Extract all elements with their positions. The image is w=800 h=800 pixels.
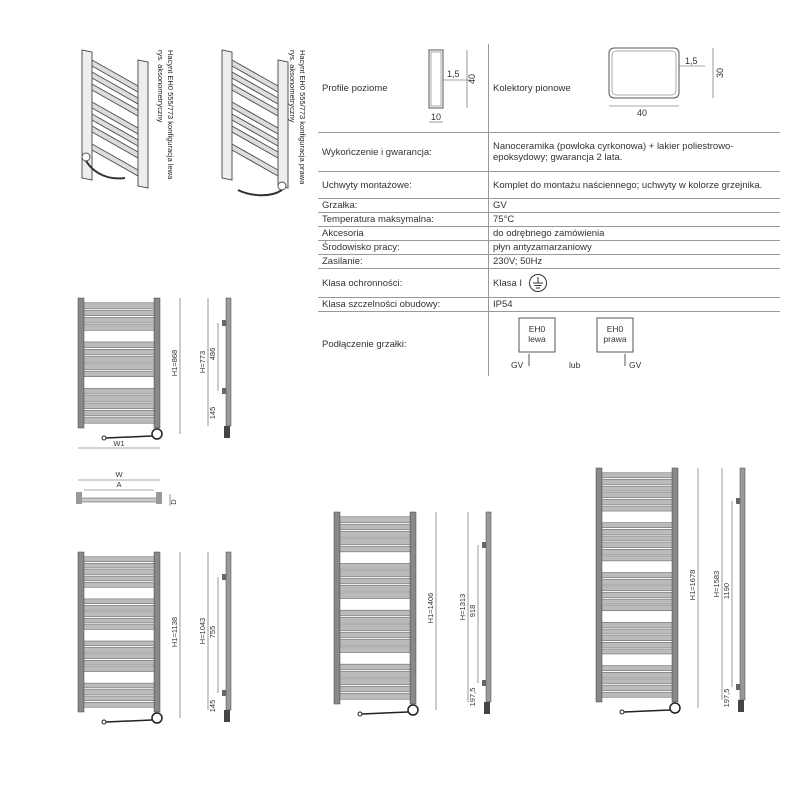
- protection-label: Klasa ochronności:: [322, 277, 403, 289]
- horizontal-bar: [340, 610, 410, 616]
- spec-label: Zasilanie:: [322, 256, 363, 267]
- heater-knob: [152, 713, 162, 723]
- horizontal-bar: [84, 342, 154, 348]
- h-dim-label: H=773: [198, 350, 207, 374]
- horizontal-bar: [602, 499, 672, 504]
- sealing-label: Klasa szczelności obudowy:: [322, 299, 441, 310]
- right-collector: [672, 468, 678, 702]
- horizontal-bar: [602, 629, 672, 634]
- vertical-height: 30: [715, 67, 725, 78]
- horizontal-bar: [340, 671, 410, 677]
- right-collector: [154, 552, 160, 712]
- horizontal-bar: [340, 679, 410, 685]
- horizontal-bar: [340, 546, 410, 552]
- horizontal-bar: [84, 570, 154, 575]
- horizontal-bar: [340, 639, 410, 645]
- horizontal-bar: [340, 563, 410, 569]
- horizontal-bar: [84, 647, 154, 652]
- gv-left: GV: [511, 360, 524, 370]
- w-dim-label: W: [115, 470, 123, 479]
- spec-label: Uchwyty montażowe:: [322, 179, 412, 191]
- left-collector: [78, 552, 84, 712]
- horizontal-bar: [84, 357, 154, 363]
- radiator-small-front: [78, 298, 180, 440]
- horizontal-bar: [84, 325, 154, 331]
- plug: [102, 720, 106, 724]
- plug: [358, 712, 362, 716]
- horizontal-bar: [340, 585, 410, 591]
- bottom-bracket: [482, 680, 486, 686]
- horizontal-width: 10: [431, 112, 442, 122]
- horizontal-height: 40: [467, 73, 477, 84]
- horizontal-bar: [84, 403, 154, 409]
- horizontal-bar: [602, 679, 672, 684]
- spec-value: do odrębnego zamówienia: [488, 227, 780, 240]
- bottom-dim-label: 197,5: [722, 688, 731, 708]
- horizontal-bar: [340, 632, 410, 638]
- h1-dim-label: H1=1678: [688, 569, 697, 601]
- mid-dim-label: 755: [208, 625, 217, 639]
- horizontal-bar: [602, 473, 672, 478]
- side-heater: [224, 710, 230, 722]
- horizontal-bar: [340, 593, 410, 599]
- horizontal-bar: [84, 576, 154, 581]
- left-bracket: [76, 492, 82, 504]
- horizontal-bar: [84, 660, 154, 665]
- horizontal-bar: [602, 636, 672, 641]
- axonometric-drawings: [70, 40, 310, 210]
- bottom-bracket: [222, 690, 226, 696]
- spec-label: Środowisko pracy:: [322, 242, 400, 253]
- h1-dim-label: H1=1138: [170, 616, 179, 648]
- right-collector: [154, 298, 160, 428]
- top-view: [76, 480, 170, 506]
- horizontal-bar: [602, 523, 672, 528]
- connection-label: Podłączenie grzałki:: [322, 338, 407, 350]
- h1-dim-label: H1=1406: [426, 592, 435, 624]
- horizontal-bar: [602, 529, 672, 534]
- horizontal-bar: [340, 524, 410, 530]
- horizontal-bar: [84, 303, 154, 309]
- side-heater: [224, 426, 230, 438]
- horizontal-bar: [84, 310, 154, 316]
- profiles-row: [318, 44, 780, 133]
- horizontal-bar: [84, 683, 154, 688]
- heater-cable: [624, 710, 670, 712]
- h-dim-label: H=1583: [712, 570, 721, 598]
- axonometric-left-radiator: [82, 50, 148, 188]
- horizontal-bar: [84, 690, 154, 695]
- or-text: lub: [569, 360, 581, 370]
- spec-value: Nanoceramika (powłoka cyrkonowa) + lakier poliestrowo-epoksydowy; gwarancja 2 lata.: [488, 133, 780, 171]
- top-bracket: [736, 498, 740, 504]
- spec-label: Wykończenie i gwarancja:: [322, 146, 432, 158]
- axonometric-left-caption-2: rys. aksonometryczny: [156, 50, 165, 123]
- horizontal-bar: [602, 536, 672, 541]
- spec-label: Temperatura maksymalna:: [322, 214, 434, 225]
- spec-label: Grzałka:: [322, 200, 358, 211]
- eh0-left-line2: lewa: [528, 334, 546, 344]
- mid-dim-label: 918: [468, 604, 477, 618]
- h-dim-label: H=1043: [198, 617, 207, 645]
- horizontal-bar: [84, 349, 154, 355]
- spec-label: Akcesoria: [322, 228, 364, 239]
- horizontal-bar: [602, 479, 672, 484]
- horizontal-bar: [340, 686, 410, 692]
- vertical-profile-label: Kolektory pionowe: [493, 82, 571, 94]
- horizontal-bar: [84, 612, 154, 617]
- horizontal-bar: [602, 549, 672, 554]
- horizontal-bar: [84, 702, 154, 707]
- side-heater: [484, 702, 490, 714]
- top-profile: [78, 498, 160, 502]
- horizontal-bar: [84, 371, 154, 377]
- bottom-dim-label: 145: [208, 699, 217, 713]
- bottom-dim-label: 145: [208, 406, 217, 420]
- technical-drawings: [0, 277, 800, 800]
- heater-cable: [106, 720, 152, 722]
- horizontal-bar: [340, 693, 410, 699]
- horizontal-bar: [602, 649, 672, 654]
- horizontal-bar: [340, 531, 410, 537]
- horizontal-bar: [84, 618, 154, 623]
- horizontal-bar: [84, 388, 154, 394]
- axonometric-right-caption-2: rys. aksonometryczny: [288, 50, 297, 123]
- horizontal-bar: [84, 557, 154, 562]
- spec-value: GV: [488, 199, 780, 212]
- horizontal-bar: [84, 654, 154, 659]
- side-collector: [226, 552, 231, 710]
- horizontal-bar: [602, 666, 672, 671]
- horizontal-bar: [340, 625, 410, 631]
- bottom-dim-label: 197,5: [468, 687, 477, 707]
- d-dim-label: D: [169, 499, 178, 505]
- right-collector: [410, 512, 416, 704]
- spec-row-power: [318, 255, 780, 269]
- mid-dim-label: 1190: [722, 582, 731, 600]
- horizontal-bar: [602, 556, 672, 561]
- vertical-thickness: 1,5: [685, 56, 698, 66]
- eh0-right-line1: EH0: [606, 324, 624, 334]
- spec-value: płyn antyzamarzaniowy: [488, 241, 780, 254]
- top-bracket: [222, 320, 226, 326]
- plug: [620, 710, 624, 714]
- axonometric-left-caption-1: Hacynt EH0 555/773 konfiguracja lewa: [166, 50, 175, 180]
- protection-value: Klasa I: [493, 277, 523, 289]
- left-collector: [596, 468, 602, 702]
- eh0-right-line2: prawa: [603, 334, 627, 344]
- horizontal-thickness: 1,5: [447, 69, 460, 79]
- horizontal-bar: [602, 606, 672, 611]
- horizontal-bar: [84, 563, 154, 568]
- spec-row-heater: [318, 199, 780, 213]
- h1-dim-label: H1=868: [170, 349, 179, 377]
- radiator-large-front: [334, 512, 436, 716]
- spec-row-environment: [318, 241, 780, 255]
- heater-cable: [362, 712, 408, 714]
- horizontal-bar: [84, 396, 154, 402]
- gv-right: GV: [629, 360, 642, 370]
- spec-value: 75°C: [488, 213, 780, 226]
- horizontal-bar: [602, 586, 672, 591]
- heater-knob: [670, 703, 680, 713]
- horizontal-bar: [84, 599, 154, 604]
- horizontal-bar: [602, 506, 672, 511]
- vertical-profile-drawing: [605, 44, 755, 132]
- bottom-bracket: [222, 388, 226, 394]
- horizontal-bar: [340, 617, 410, 623]
- w1-dim-label: W1: [113, 439, 125, 448]
- heater-knob: [152, 429, 162, 439]
- spec-row-temp: [318, 213, 780, 227]
- radiator-xlarge-front: [596, 468, 698, 714]
- radiator-medium-front: [78, 552, 180, 724]
- horizontal-bar: [340, 664, 410, 670]
- horizontal-bar: [84, 605, 154, 610]
- side-collector: [226, 298, 231, 426]
- mid-dim-label: 486: [208, 347, 217, 361]
- horizontal-bar: [340, 578, 410, 584]
- horizontal-bar: [84, 364, 154, 370]
- eh0-left-line1: EH0: [528, 324, 546, 334]
- spec-row-accessories: [318, 227, 780, 241]
- horizontal-bar: [602, 692, 672, 697]
- spec-value: Komplet do montażu naściennego; uchwyty w kolorze grzejnika.: [488, 172, 780, 198]
- sealing-value: IP54: [488, 298, 780, 311]
- heater-knob: [408, 705, 418, 715]
- left-collector: [78, 298, 84, 428]
- horizontal-bar: [602, 622, 672, 627]
- left-collector: [334, 512, 340, 704]
- axonometric-right-radiator: [222, 50, 288, 195]
- horizontal-bar: [602, 672, 672, 677]
- horizontal-bar: [84, 582, 154, 587]
- axonometric-right-caption-1: Hacynt EH0 555/773 konfiguracja prawa: [298, 50, 307, 185]
- horizontal-bar: [84, 410, 154, 416]
- horizontal-bar: [602, 642, 672, 647]
- horizontal-bar: [602, 686, 672, 691]
- spec-row-mounting: [318, 172, 780, 199]
- horizontal-bar: [340, 517, 410, 523]
- horizontal-bar: [84, 696, 154, 701]
- horizontal-bar: [84, 317, 154, 323]
- horizontal-profile-label: Profile poziome: [322, 82, 388, 94]
- horizontal-bar: [84, 641, 154, 646]
- horizontal-bar: [602, 599, 672, 604]
- plug: [102, 436, 106, 440]
- spec-row-finish: [318, 133, 780, 172]
- vertical-width: 40: [637, 108, 648, 118]
- a-dim-label: A: [116, 480, 122, 489]
- side-collector: [486, 512, 491, 702]
- horizontal-profile-drawing: [409, 44, 479, 132]
- h-dim-label: H=1313: [458, 593, 467, 621]
- horizontal-bar: [602, 493, 672, 498]
- heater-cable: [106, 436, 152, 438]
- right-bracket: [156, 492, 162, 504]
- horizontal-bar: [602, 592, 672, 597]
- top-bracket: [482, 542, 486, 548]
- horizontal-bar: [602, 573, 672, 578]
- side-collector: [740, 468, 745, 700]
- bottom-bracket: [736, 684, 740, 690]
- horizontal-bar: [602, 579, 672, 584]
- horizontal-bar: [84, 418, 154, 424]
- horizontal-bar: [602, 543, 672, 548]
- horizontal-bar: [340, 539, 410, 545]
- horizontal-bar: [340, 571, 410, 577]
- top-bracket: [222, 574, 226, 580]
- side-heater: [738, 700, 744, 712]
- spec-value: 230V; 50Hz: [488, 255, 780, 268]
- horizontal-bar: [84, 667, 154, 672]
- horizontal-bar: [340, 647, 410, 653]
- horizontal-bar: [84, 625, 154, 630]
- horizontal-bar: [602, 486, 672, 491]
